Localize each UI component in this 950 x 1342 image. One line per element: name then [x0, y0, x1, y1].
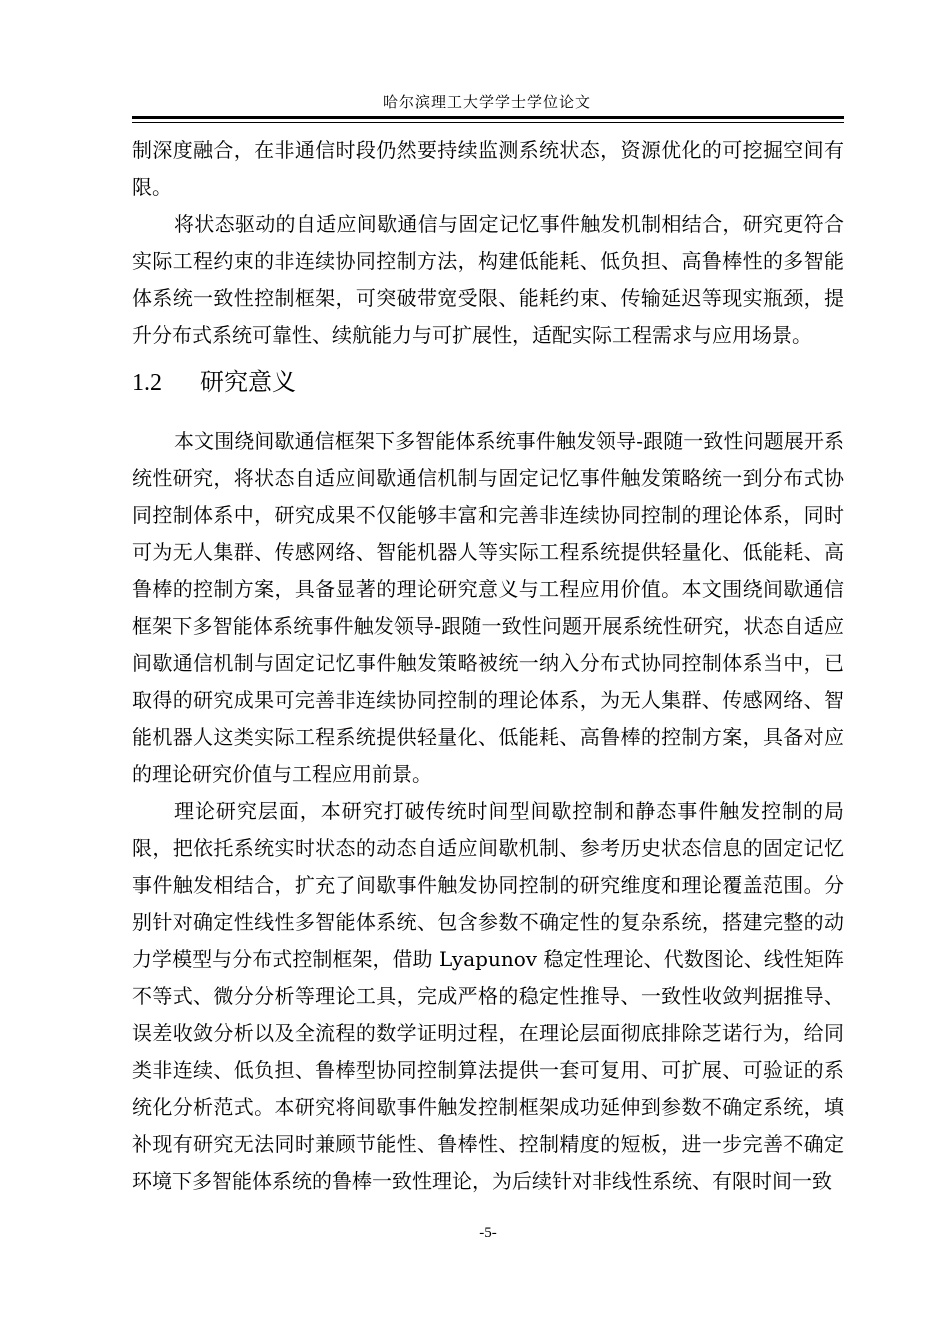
- page-number: -5-: [479, 1225, 497, 1241]
- paragraph: 将状态驱动的自适应间歇通信与固定记忆事件触发机制相结合，研究更符合实际工程约束的非连续协同控制方法，构建低能耗、低负担、高鲁棒性的多智能体系统一致性控制框架，可突破带宽受限、能耗约束、传输延迟等现实瓶颈，提升分布式系统可靠性、续航能力与可扩展性，适配实际工程需求与应用场景。: [132, 212, 844, 347]
- running-header: 哈尔滨理工大学学士学位论文: [382, 93, 591, 111]
- section-title: 研究意义: [200, 368, 296, 396]
- body-text: [132, 132, 844, 1200]
- section-number: 1.2: [132, 370, 162, 396]
- paragraph: 本文围绕间歇通信框架下多智能体系统事件触发领导-跟随一致性问题展开系统性研究，将状态自适应间歇通信机制与固定记忆事件触发策略统一到分布式协同控制体系中，研究成果不仅能够丰富和完善非连续协同控制的理论体系，同时可为无人集群、传感网络、智能机器人等实际工程系统提供轻量化、低能耗、高鲁棒的控制方案，具备显著的理论研究意义与工程应用价值。本文围绕间歇通信框架下多智能体系统事件触发领导-跟随一致性问题开展系统性研究，状态自适应间歇通信机制与固定记忆事件触发策略被统一纳入分布式协同控制体系当中，已取得的研究成果可完善非连续协同控制的理论体系，为无人集群、传感网络、智能机器人这类实际工程系统提供轻量化、低能耗、高鲁棒的控制方案，具备对应的理论研究价值与工程应用前景。: [132, 429, 844, 786]
- header-rule-thin: [132, 122, 844, 123]
- header-rule-thick: [132, 116, 844, 119]
- section-heading: [132, 362, 844, 403]
- paragraph: 理论研究层面，本研究打破传统时间型间歇控制和静态事件触发控制的局限，把依托系统实时状态的动态自适应间歇机制、参考历史状态信息的固定记忆事件触发相结合，扩充了间歇事件触发协同控制的研究维度和理论覆盖范围。分别针对确定性线性多智能体系统、包含参数不确定性的复杂系统，搭建完整的动力学模型与分布式控制框架，借助 Lyapunov 稳定性理论、代数图论、线性矩阵不等式、微分分析等理论工具，完成严格的稳定性推导、一致性收敛判据推导、误差收敛分析以及全流程的数学证明过程，在理论层面彻底排除芝诺行为，给同类非连续、低负担、鲁棒型协同控制算法提供一套可复用、可扩展、可验证的系统化分析范式。本研究将间歇事件触发控制框架成功延伸到参数不确定系统，填补现有研究无法同时兼顾节能性、鲁棒性、控制精度的短板，进一步完善不确定环境下多智能体系统的鲁棒一致性理论，为后续针对非线性系统、有限时间一致: [132, 799, 844, 1193]
- paragraph-continued: 制深度融合，在非通信时段仍然要持续监测系统状态，资源优化的可挖掘空间有限。: [132, 138, 844, 199]
